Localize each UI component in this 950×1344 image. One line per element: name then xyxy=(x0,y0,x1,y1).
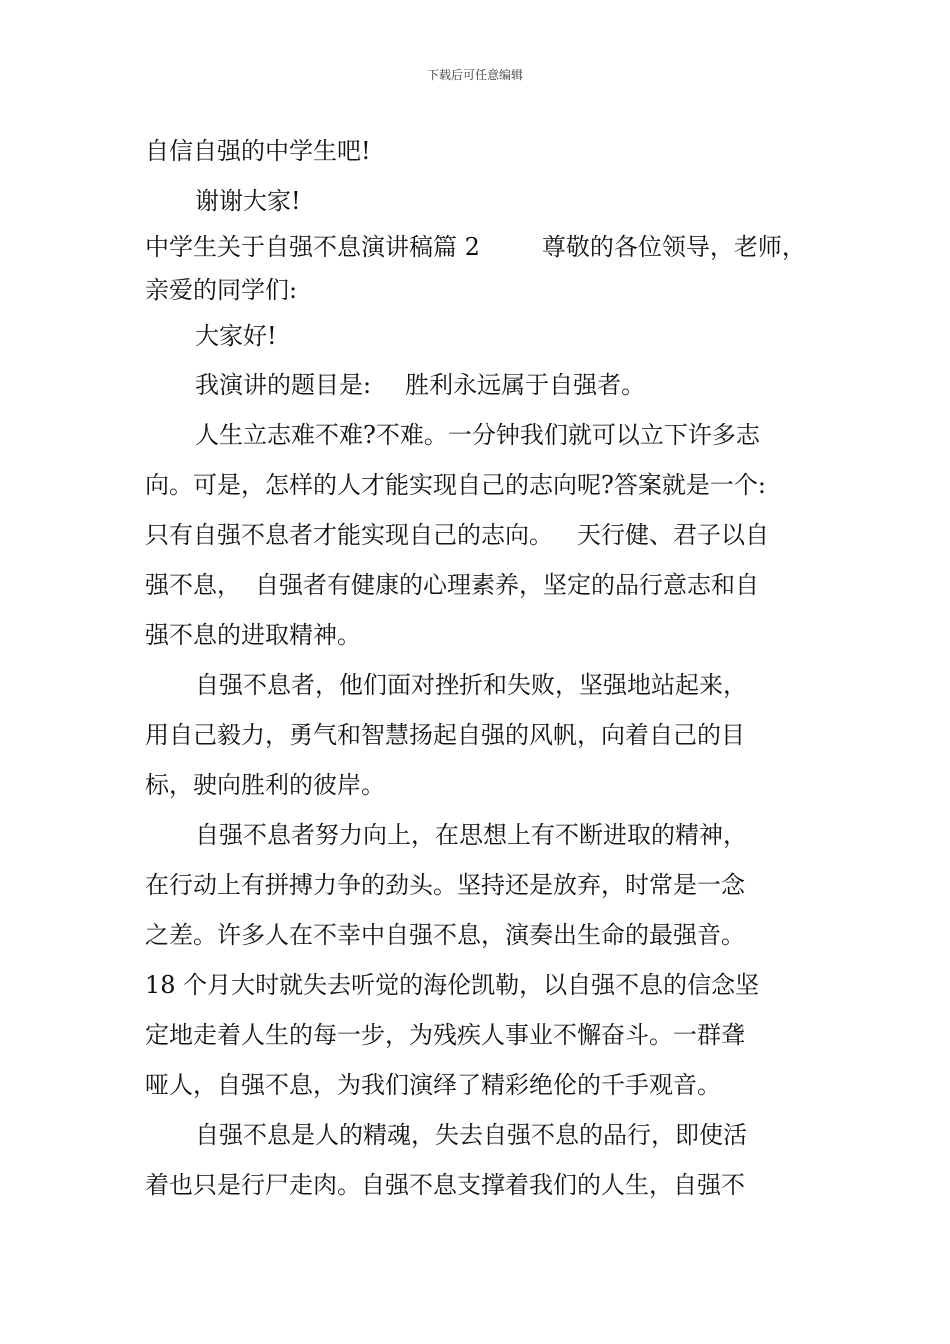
paragraph-line: 标，驶向胜利的彼岸。 xyxy=(145,771,385,799)
section-heading: 中学生关于自强不息演讲稿篇 2 xyxy=(145,233,480,261)
paragraph-line: 自强不息者，他们面对挫折和失败，坚强地站起来， xyxy=(195,671,747,699)
paragraph-line xyxy=(145,560,825,610)
paragraph-line: 着也只是行尸走肉。自强不息支撑着我们的人生，自强不 xyxy=(145,1171,745,1199)
text-segment: 只有自强不息者才能实现自己的志向。 xyxy=(145,521,553,549)
paragraph-line: 在行动上有拼搏力争的劲头。坚持还是放弃，时常是一念 xyxy=(145,871,745,899)
paragraph-line: 自强不息者努力向上，在思想上有不断进取的精神， xyxy=(195,821,747,849)
paragraph-line: 谢谢大家! xyxy=(195,187,301,215)
paragraph-line xyxy=(145,510,825,560)
text-segment: 强不息， xyxy=(145,571,241,599)
page-header: 下载后可任意编辑 xyxy=(426,68,523,82)
text-segment: 天行健、君子以自 xyxy=(577,521,769,549)
paragraph-line: 强不息的进取精神。 xyxy=(145,621,361,649)
paragraph-line: 亲爱的同学们: xyxy=(145,276,298,304)
paragraph-line: 定地走着人生的每一步，为残疾人事业不懈奋斗。一群聋 xyxy=(145,1021,745,1049)
section-heading-line xyxy=(145,226,825,268)
paragraph-line: 18 个月大时就失去听觉的海伦凯勒，以自强不息的信念坚 xyxy=(145,971,760,999)
paragraph-line: 之差。许多人在不幸中自强不息，演奏出生命的最强音。 xyxy=(145,921,745,949)
paragraph-line xyxy=(145,360,825,410)
document-body xyxy=(145,126,825,1210)
paragraph-line: 哑人，自强不息，为我们演绎了精彩绝伦的千手观音。 xyxy=(145,1071,721,1099)
paragraph-line: 人生立志难不难?不难。一分钟我们就可以立下许多志 xyxy=(195,421,760,449)
speech-title-label: 我演讲的题目是: xyxy=(195,371,372,399)
speech-title: 胜利永远属于自强者。 xyxy=(405,371,646,399)
paragraph-line: 向。可是，怎样的人才能实现自己的志向呢?答案就是一个: xyxy=(145,471,766,499)
paragraph-line: 大家好! xyxy=(195,322,277,350)
salutation: 尊敬的各位领导，老师， xyxy=(541,233,806,261)
paragraph-line: 用自己毅力，勇气和智慧扬起自强的风帆，向着自己的目 xyxy=(145,721,745,749)
text-segment: 自强者有健康的心理素养，坚定的品行意志和自 xyxy=(255,571,759,599)
paragraph-line: 自强不息是人的精魂，失去自强不息的品行，即使活 xyxy=(195,1121,747,1149)
paragraph-line: 自信自强的中学生吧! xyxy=(145,137,371,165)
